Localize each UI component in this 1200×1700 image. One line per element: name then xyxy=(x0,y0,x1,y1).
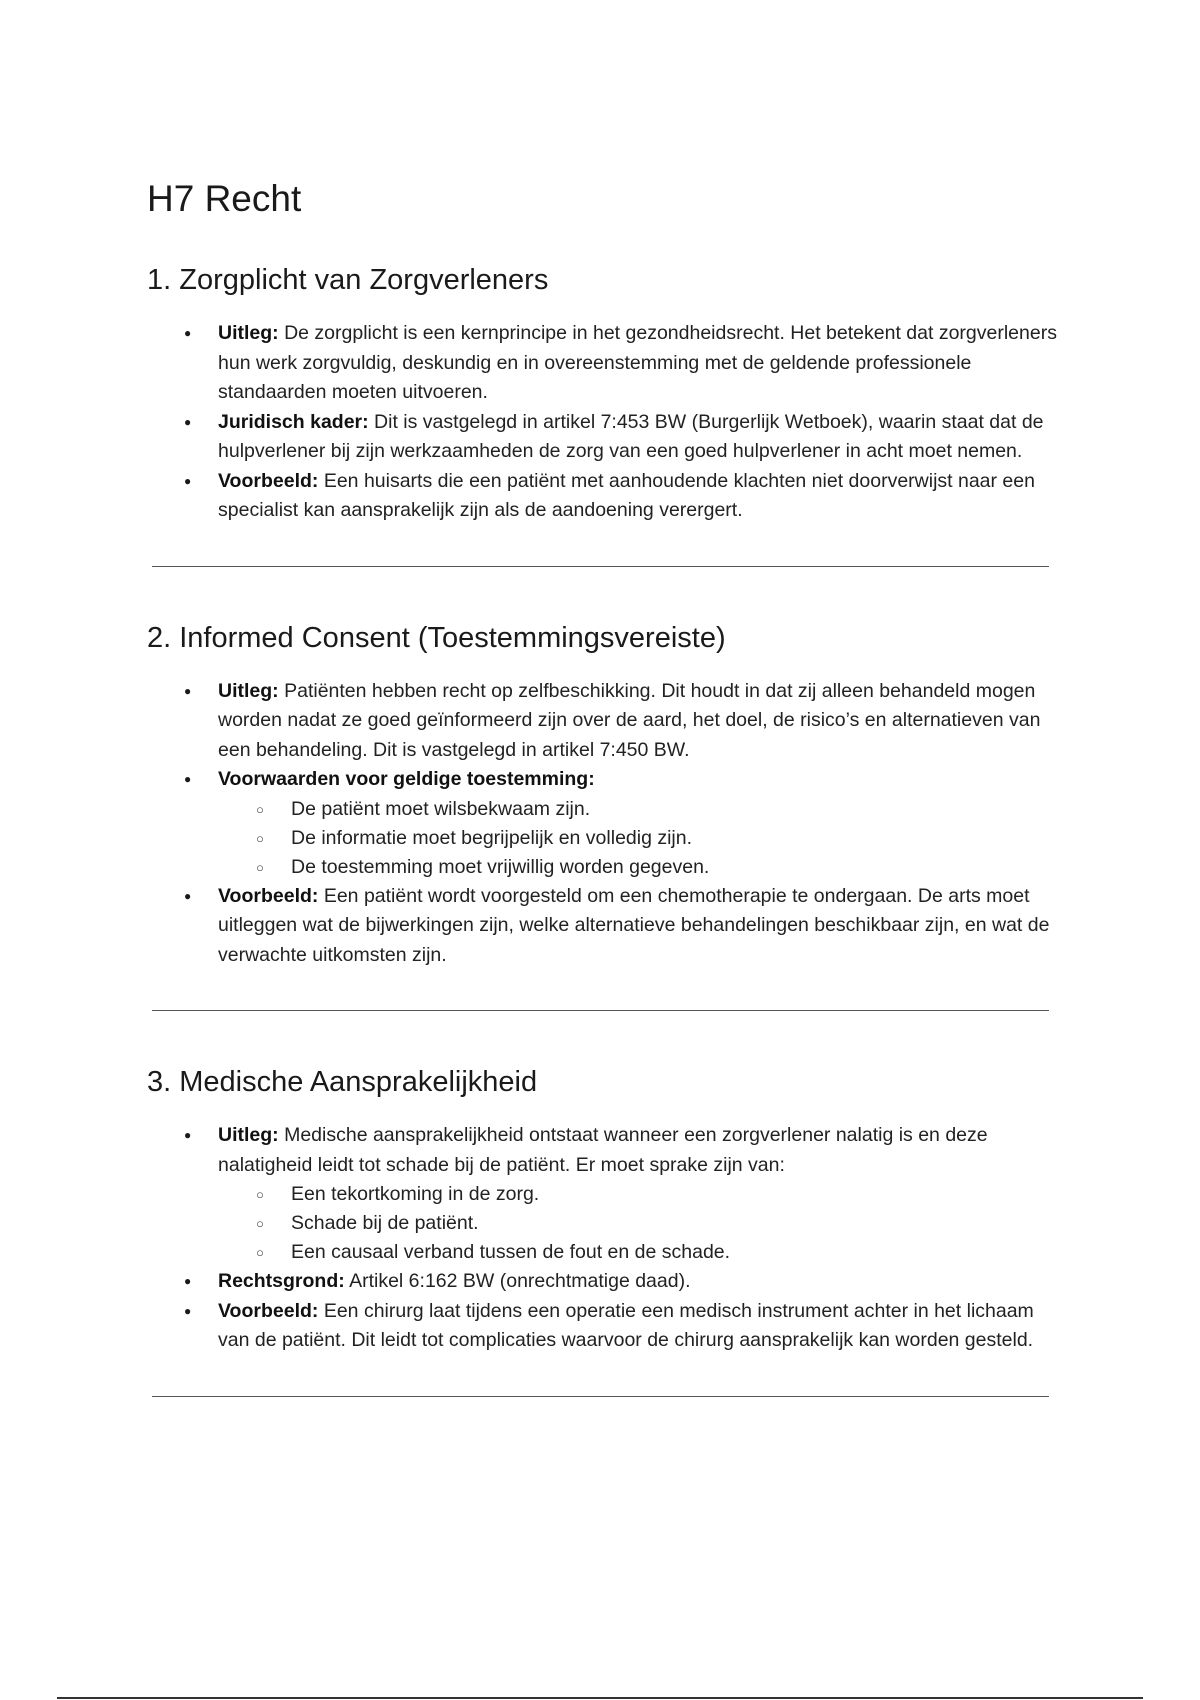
item-text: Een patiënt wordt voorgesteld om een chemotherapie te ondergaan. De arts moet uitleggen wat de bijwerkingen zijn, welke alternatieve behandelingen beschikbaar zijn, en wat de verwachte uitkomsten zijn. xyxy=(218,884,1050,966)
sub-list-item: ○ Een tekortkoming in de zorg. xyxy=(291,1180,1067,1209)
list-item xyxy=(218,1267,1067,1297)
section-divider xyxy=(152,1010,1049,1011)
item-text: Medische aansprakelijkheid ontstaat wanneer een zorgverlener nalatig is en deze nalatigheid leidt tot schade bij de patiënt. Er moet sprake zijn van: xyxy=(218,1124,988,1176)
list-item xyxy=(218,1297,1067,1356)
section-heading: 3. Medische Aansprakelijkheid xyxy=(147,1066,538,1098)
item-term: Voorwaarden voor geldige toestemming: xyxy=(218,768,595,790)
sub-list xyxy=(218,1180,1067,1267)
sub-list-item: ○ Een causaal verband tussen de fout en de schade. xyxy=(291,1238,1067,1267)
sub-list xyxy=(218,795,1067,882)
section-informed-consent xyxy=(147,622,1067,971)
section-medische-aansprakelijkheid xyxy=(147,1066,1067,1356)
item-term: Uitleg: xyxy=(218,322,279,344)
list-item xyxy=(218,319,1067,408)
item-text: De zorgplicht is een kernprincipe in het gezondheidsrecht. Het betekent dat zorgverleners hun werk zorgvuldig, deskundig en in overeenstemming met de geldende professionele standaarden moeten uitvoeren. xyxy=(218,322,1057,403)
item-text: Dit is vastgelegd in artikel 7:453 BW (Burgerlijk Wetboek), waarin staat dat de hulpverlener bij zijn werkzaamheden de zorg van een goed hulpverlener in acht moet nemen. xyxy=(218,410,1044,462)
list-item xyxy=(218,765,1067,882)
bullet-list xyxy=(147,319,1067,526)
sub-list-item: ○ De informatie moet begrijpelijk en volledig zijn. xyxy=(291,824,1067,853)
list-item xyxy=(218,467,1067,526)
item-term: Rechtsgrond: xyxy=(218,1270,345,1292)
page-edge-line xyxy=(57,1697,1143,1699)
item-term: Voorbeeld: xyxy=(218,469,319,492)
list-item xyxy=(218,408,1067,467)
item-term: Voorbeeld: xyxy=(218,1299,319,1322)
item-term: Juridisch kader: xyxy=(218,410,369,433)
section-zorgplicht xyxy=(147,264,1067,526)
item-term: Voorbeeld: xyxy=(218,884,319,907)
sub-list-item: ○ De patiënt moet wilsbekwaam zijn. xyxy=(291,795,1067,824)
bullet-list xyxy=(147,1121,1067,1356)
section-heading: 1. Zorgplicht van Zorgverleners xyxy=(147,264,549,296)
item-term: Uitleg: xyxy=(218,679,279,702)
item-term: Uitleg: xyxy=(218,1124,279,1146)
bullet-list xyxy=(147,677,1067,971)
sub-list-item: ○ De toestemming moet vrijwillig worden gegeven. xyxy=(291,853,1067,882)
item-text: Een huisarts die een patiënt met aanhoudende klachten niet doorverwijst naar een specialist kan aansprakelijk zijn als de aandoening verergert. xyxy=(218,469,1035,521)
item-text: Artikel 6:162 BW (onrechtmatige daad). xyxy=(344,1270,691,1292)
list-item xyxy=(218,1121,1067,1267)
section-divider xyxy=(152,566,1049,567)
item-text: Patiënten hebben recht op zelfbeschikking. Dit houdt in dat zij alleen behandeld mogen worden nadat ze goed geïnformeerd zijn over de aard, het doel, de risico’s en alternatieven van een behandeling. Dit is vastgelegd in artikel 7:450 BW. xyxy=(218,679,1041,761)
document-title: H7 Recht xyxy=(147,178,302,219)
sub-list-item: ○ Schade bij de patiënt. xyxy=(291,1209,1067,1238)
document-page xyxy=(147,178,1067,1452)
section-heading: 2. Informed Consent (Toestemmingsvereiste) xyxy=(147,621,726,654)
item-text: Een chirurg laat tijdens een operatie een medisch instrument achter in het lichaam van de patiënt. Dit leidt tot complicaties waarvoor de chirurg aansprakelijk kan worden gesteld. xyxy=(218,1299,1034,1351)
list-item xyxy=(218,677,1067,766)
list-item xyxy=(218,882,1067,971)
section-divider xyxy=(152,1396,1049,1397)
